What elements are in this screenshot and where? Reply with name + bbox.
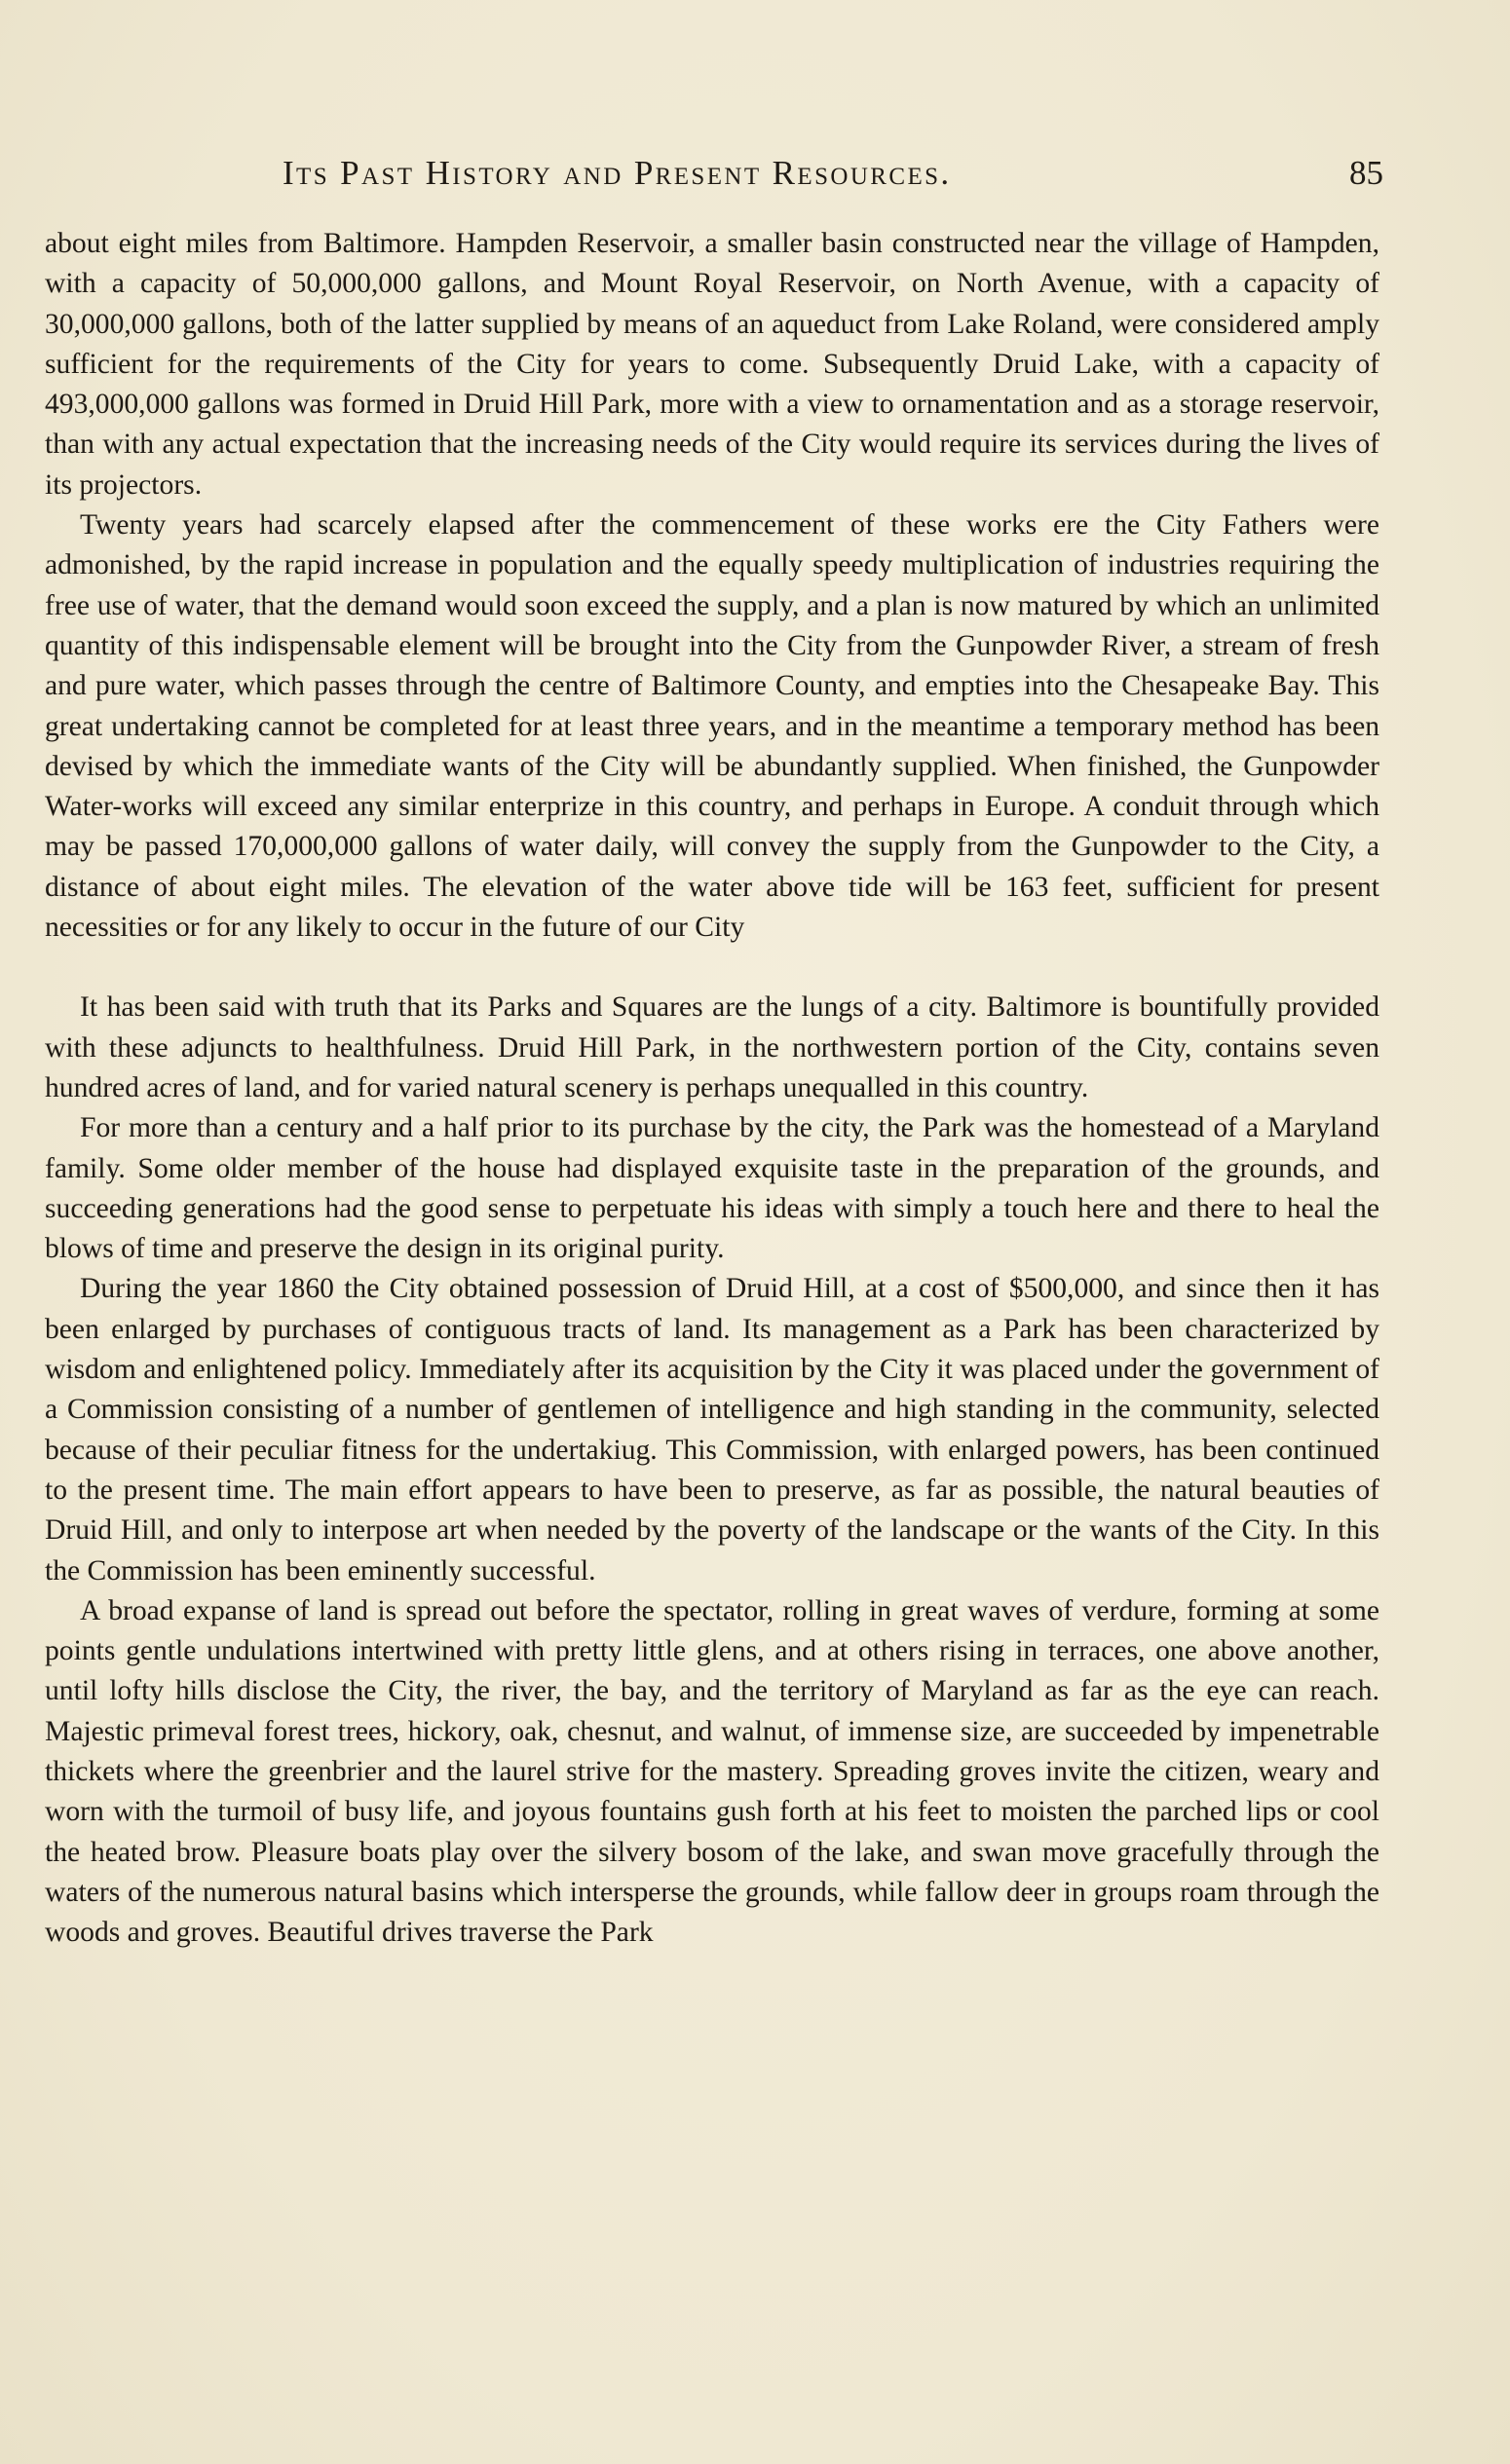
paragraph-landscape: A broad expanse of land is spread out before the spectator, rolling in great waves of verdure, forming at some points gentle undulations intertwined with pretty little glens, and at others rising in terraces, one above another, until lofty hills disclose the City, the river, the bay, and the territory of Maryland as far as the eye can reach. Majestic primeval forest trees, hickory, oak, chesnut, and walnut, of immense size, are succeeded by impenetrable thickets where the greenbrier and the laurel strive for the mastery. Spreading groves invite the citizen, weary and worn with the turmoil of busy life, and joyous fountains gush forth at his feet to moisten the parched lips or cool the heated brow. Pleasure boats play over the silvery bosom of the lake, and swan move gracefully through the waters of the numerous natural basins which intersperse the grounds, while fallow deer in groups roam through the woods and groves. Beautiful drives traverse the Park: [45, 1594, 1379, 1949]
paragraph-gunpowder-waterworks: Twenty years had scarcely elapsed after the commencement of these works ere the City Fathers were admonished, by the rapid increase in population and the equally speedy multiplication of industries requiring the free use of water, that the demand would soon exceed the supply, and a plan is now matured by which an unlimited quantity of this indispensable element will be brought into the City from the Gunpowder River, a stream of fresh and pure water, which passes through the centre of Baltimore County, and empties into the Chesapeake Bay. This great undertaking cannot be completed for at least three years, and in the meantime a temporary method has been devised by which the immediate wants of the City will be abundantly supplied. When finished, the Gunpowder Water-works will exceed any similar enterprize in this country, and perhaps in Europe. A conduit through which may be passed 170,000,000 gallons of water daily, will convey the supply from the Gunpowder to the City, a distance of about eight miles. The elevation of the water above tide will be 163 feet, sufficient for present necessities or for any likely to occur in the future of our City: [45, 509, 1379, 944]
paragraph-homestead: For more than a century and a half prior to its purchase by the city, the Park was the homestead of a Maryland family. Some older member of the house had displayed exquisite taste in the preparation of the grounds, and succeeding generations had the good sense to perpetuate his ideas with simply a touch here and there to heal the blows of time and preserve the design in its original purity.: [45, 1112, 1379, 1265]
page-number: 85: [1349, 154, 1383, 192]
page-header: [283, 154, 1383, 203]
paragraph-reservoirs: about eight miles from Baltimore. Hampden Reservoir, a smaller basin constructed near the village of Hampden, with a capacity of 50,000,000 gallons, and Mount Royal Reservoir, on North Avenue, with a capacity of 30,000,000 gallons, both of the latter supplied by means of an aqueduct from Lake Roland, were considered amply sufficient for the requirements of the City for years to come. Subsequently Druid Lake, with a capacity of 493,000,000 gallons was formed in Druid Hill Park, more with a view to ornamentation and as a storage reservoir, than with any actual expectation that the increasing needs of the City would require its services during the lives of its projectors.: [45, 228, 1379, 501]
body-text: [45, 224, 1379, 1953]
paragraph-druid-hill-purchase: During the year 1860 the City obtained possession of Druid Hill, at a cost of $500,000, and since then it has been enlarged by purchases of contiguous tracts of land. Its management as a Park has been characterized by wisdom and enlightened policy. Immediately after its acquisition by the City it was placed under the government of a Commission consisting of a number of gentlemen of intelligence and high standing in the community, selected because of their peculiar fitness for the undertakiug. This Commission, with enlarged powers, has been continued to the present time. The main effort appears to have been to preserve, as far as possible, the natural beauties of Druid Hill, and only to interpose art when needed by the poverty of the landscape or the wants of the City. In this the Commission has been eminently successful.: [45, 1273, 1379, 1587]
running-title: Its Past History and Present Resources.: [283, 154, 952, 192]
paragraph-parks-and-squares: It has been said with truth that its Parks and Squares are the lungs of a city. Baltimore is bountifully provided with these adjuncts to healthfulness. Druid Hill Park, in the northwestern portion of the City, contains seven hundred acres of land, and for varied natural scenery is perhaps unequalled in this country.: [45, 991, 1379, 1103]
